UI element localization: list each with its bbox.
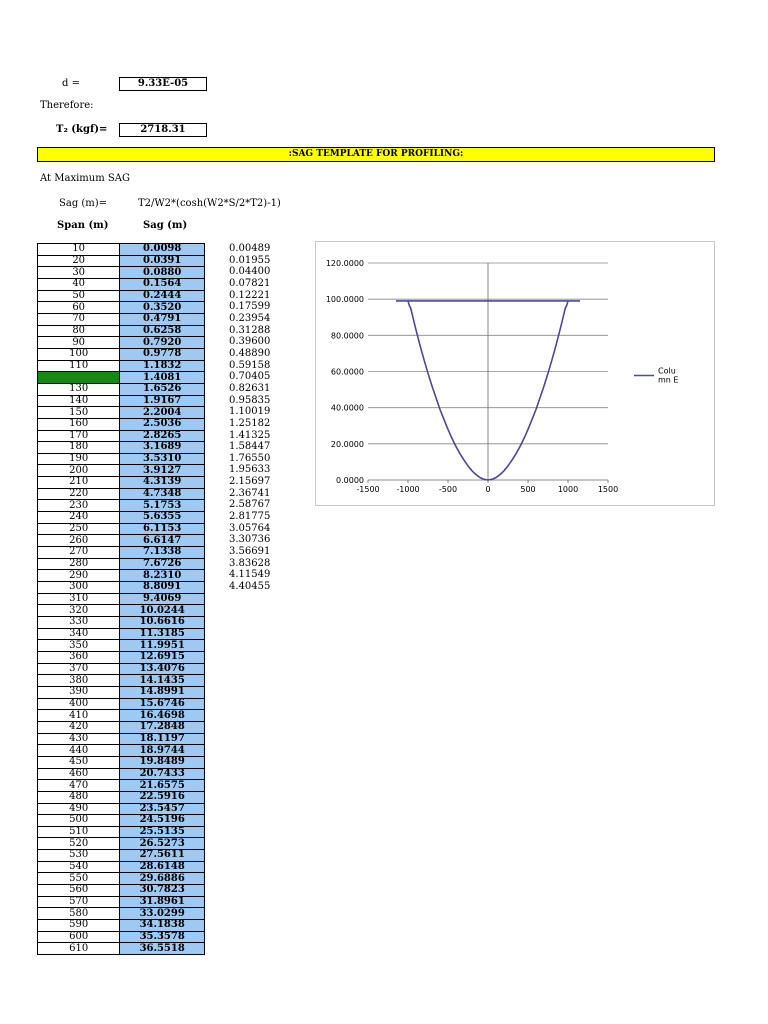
sag-cell[interactable]: 1.1832	[120, 360, 205, 372]
table-row	[38, 302, 205, 314]
span-cell[interactable]: 30	[38, 267, 120, 279]
table-row	[38, 745, 205, 757]
y-tick-label: 100.0000	[325, 295, 364, 305]
sag-cell[interactable]: 29.6886	[120, 873, 205, 885]
span-cell[interactable]: 260	[38, 535, 120, 547]
table-row	[38, 943, 205, 955]
sag-cell[interactable]: 8.8091	[120, 582, 205, 594]
half-sag-cell[interactable]: 3.30736	[229, 534, 271, 546]
table-row	[38, 815, 205, 827]
sag-cell[interactable]: 18.1197	[120, 733, 205, 745]
sag-cell[interactable]: 0.3520	[120, 302, 205, 314]
half-sag-cell[interactable]: 0.23954	[229, 312, 271, 324]
sag-cell[interactable]: 7.1338	[120, 547, 205, 559]
sag-cell[interactable]: 6.1153	[120, 523, 205, 535]
sag-cell[interactable]: 24.5196	[120, 815, 205, 827]
span-cell[interactable]: 400	[38, 698, 120, 710]
sag-cell[interactable]: 5.1753	[120, 500, 205, 512]
span-cell[interactable]: 250	[38, 523, 120, 535]
span-cell[interactable]: 520	[38, 838, 120, 850]
sag-cell[interactable]: 2.8265	[120, 430, 205, 442]
span-cell[interactable]: 610	[38, 943, 120, 955]
sag-cell[interactable]: 6.6147	[120, 535, 205, 547]
table-row	[38, 430, 205, 442]
span-cell[interactable]: 200	[38, 465, 120, 477]
sag-cell[interactable]: 15.6746	[120, 698, 205, 710]
span-cell[interactable]: 280	[38, 558, 120, 570]
x-tick-label: 0	[485, 485, 491, 494]
sag-cell[interactable]: 14.8991	[120, 686, 205, 698]
sag-cell[interactable]: 2.2004	[120, 407, 205, 419]
sag-formula: T2/W2*(cosh(W2*S/2*T2)-1)	[138, 198, 281, 209]
span-cell[interactable]: 150	[38, 407, 120, 419]
span-cell[interactable]: 410	[38, 710, 120, 722]
table-row	[38, 698, 205, 710]
sag-cell[interactable]: 14.1435	[120, 675, 205, 687]
table-row	[38, 733, 205, 745]
span-cell[interactable]: 310	[38, 593, 120, 605]
sag-cell[interactable]: 30.7823	[120, 885, 205, 897]
sag-cell[interactable]: 4.3139	[120, 477, 205, 489]
span-cell[interactable]: 50	[38, 290, 120, 302]
table-row	[38, 465, 205, 477]
span-cell[interactable]: 300	[38, 582, 120, 594]
span-cell[interactable]: 460	[38, 768, 120, 780]
table-row	[38, 337, 205, 349]
span-cell[interactable]: 370	[38, 663, 120, 675]
table-row	[38, 477, 205, 489]
sag-cell[interactable]: 1.9167	[120, 395, 205, 407]
legend-label: Colu	[658, 366, 676, 376]
table-row	[38, 418, 205, 430]
table-row	[38, 383, 205, 395]
half-sag-cell[interactable]: 0.00489	[229, 243, 271, 254]
span-cell[interactable]: 40	[38, 278, 120, 290]
half-sag-cell[interactable]: 0.04400	[229, 266, 271, 278]
sag-cell[interactable]: 3.9127	[120, 465, 205, 477]
span-cell[interactable]: 10	[38, 244, 120, 256]
sag-cell[interactable]: 8.2310	[120, 570, 205, 582]
span-cell[interactable]: 70	[38, 313, 120, 325]
half-sag-cell[interactable]: 0.12221	[229, 289, 271, 301]
span-cell[interactable]: 540	[38, 861, 120, 873]
table-row	[38, 885, 205, 897]
span-cell[interactable]: 470	[38, 780, 120, 792]
sag-cell[interactable]: 3.1689	[120, 442, 205, 454]
half-sag-cell[interactable]: 0.01955	[229, 254, 271, 266]
table-row	[38, 582, 205, 594]
table-row	[38, 244, 205, 256]
sag-cell[interactable]: 0.6258	[120, 325, 205, 337]
span-cell[interactable]: 580	[38, 908, 120, 920]
table-row	[38, 675, 205, 687]
x-tick-label: -1500	[356, 485, 380, 494]
span-cell[interactable]: 600	[38, 931, 120, 943]
sag-cell[interactable]: 5.6355	[120, 512, 205, 524]
sag-cell[interactable]: 7.6726	[120, 558, 205, 570]
x-tick-label: 1000	[557, 485, 579, 494]
table-row	[38, 535, 205, 547]
sag-cell[interactable]: 1.6526	[120, 383, 205, 395]
span-cell[interactable]: 480	[38, 791, 120, 803]
sag-cell[interactable]: 0.1564	[120, 278, 205, 290]
table-row	[38, 290, 205, 302]
table-row	[38, 756, 205, 768]
table-row	[38, 558, 205, 570]
half-sag-cell[interactable]: 1.41325	[229, 429, 271, 441]
half-sag-cell[interactable]: 0.39600	[229, 336, 271, 348]
d-value-cell[interactable]: 9.33E-05	[119, 77, 207, 91]
span-cell[interactable]: 590	[38, 920, 120, 932]
table-row	[38, 547, 205, 559]
half-sag-cell[interactable]: 2.36741	[229, 487, 271, 499]
table-row	[38, 523, 205, 535]
t2-label: T₂ (kgf)=	[56, 124, 108, 135]
span-cell[interactable]: 230	[38, 500, 120, 512]
y-tick-label: 60.0000	[330, 367, 364, 377]
table-row	[38, 372, 205, 384]
half-sag-cell[interactable]: 0.17599	[229, 301, 271, 313]
sag-cell[interactable]: 0.0880	[120, 267, 205, 279]
half-sag-cell[interactable]: 1.10019	[229, 406, 271, 418]
half-sag-cell[interactable]: 1.58447	[229, 441, 271, 453]
span-cell[interactable]: 210	[38, 477, 120, 489]
span-cell[interactable]: 320	[38, 605, 120, 617]
sag-cell[interactable]: 34.1838	[120, 920, 205, 932]
span-cell[interactable]: 180	[38, 442, 120, 454]
span-cell[interactable]: 220	[38, 488, 120, 500]
half-sag-cell[interactable]: 0.48890	[229, 347, 271, 359]
span-cell[interactable]: 340	[38, 628, 120, 640]
table-row	[38, 267, 205, 279]
sag-cell[interactable]: 28.6148	[120, 861, 205, 873]
sag-cell[interactable]: 36.5518	[120, 943, 205, 955]
span-cell[interactable]: 170	[38, 430, 120, 442]
span-cell[interactable]: 500	[38, 815, 120, 827]
sag-cell[interactable]: 0.0098	[120, 244, 205, 256]
sag-cell[interactable]: 2.5036	[120, 418, 205, 430]
x-tick-label: -1000	[396, 485, 420, 494]
sag-cell[interactable]: 1.4081	[120, 372, 205, 384]
span-cell[interactable]: 360	[38, 651, 120, 663]
table-row	[38, 861, 205, 873]
sag-cell[interactable]: 0.0391	[120, 255, 205, 267]
sag-table	[37, 243, 205, 955]
sag-cell[interactable]: 26.5273	[120, 838, 205, 850]
half-sag-cell[interactable]: 2.15697	[229, 476, 271, 488]
half-sag-cell[interactable]: 2.81775	[229, 511, 271, 523]
x-tick-label: 500	[520, 485, 536, 494]
y-tick-label: 80.0000	[330, 331, 364, 341]
span-cell[interactable]: 130	[38, 383, 120, 395]
sag-cell[interactable]: 17.2848	[120, 721, 205, 733]
sag-cell[interactable]: 10.6616	[120, 617, 205, 629]
table-row	[38, 500, 205, 512]
y-tick-label: 120.0000	[325, 259, 364, 268]
table-row	[38, 931, 205, 943]
span-cell[interactable]: 80	[38, 325, 120, 337]
sag-cell[interactable]: 11.9951	[120, 640, 205, 652]
half-sag-cell[interactable]: 4.40455	[229, 581, 271, 593]
half-sag-cell[interactable]: 1.25182	[229, 417, 271, 429]
sag-cell[interactable]: 21.6575	[120, 780, 205, 792]
span-cell[interactable]: 290	[38, 570, 120, 582]
table-row	[38, 826, 205, 838]
span-cell[interactable]: 100	[38, 348, 120, 360]
table-row	[38, 651, 205, 663]
x-tick-label: 1500	[597, 485, 619, 494]
span-cell[interactable]: 380	[38, 675, 120, 687]
span-cell-selected[interactable]: 120	[38, 372, 120, 384]
table-row	[38, 803, 205, 815]
column-header-sag: Sag (m)	[143, 220, 188, 231]
therefore-label: Therefore:	[40, 100, 94, 111]
sag-cell[interactable]: 11.3185	[120, 628, 205, 640]
table-row	[38, 453, 205, 465]
sag-cell[interactable]: 31.8961	[120, 896, 205, 908]
table-row	[38, 442, 205, 454]
half-sag-cell[interactable]: 2.58767	[229, 499, 271, 511]
span-cell[interactable]: 530	[38, 850, 120, 862]
sag-cell[interactable]: 9.4069	[120, 593, 205, 605]
table-row	[38, 908, 205, 920]
table-row	[38, 850, 205, 862]
sag-cell[interactable]: 12.6915	[120, 651, 205, 663]
table-row	[38, 360, 205, 372]
table-row	[38, 570, 205, 582]
table-row	[38, 873, 205, 885]
half-sag-cell[interactable]: 0.70405	[229, 371, 271, 383]
span-cell[interactable]: 550	[38, 873, 120, 885]
sag-cell[interactable]: 16.4698	[120, 710, 205, 722]
half-sag-cell[interactable]: 4.11549	[229, 569, 271, 581]
span-cell[interactable]: 110	[38, 360, 120, 372]
y-tick-label: 0.0000	[336, 476, 364, 485]
sag-cell[interactable]: 33.0299	[120, 908, 205, 920]
half-sag-cell[interactable]: 0.95835	[229, 394, 271, 406]
table-row	[38, 710, 205, 722]
table-row	[38, 838, 205, 850]
half-sag-cell[interactable]: 0.82631	[229, 382, 271, 394]
x-tick-label: -500	[438, 485, 458, 494]
half-sag-cell[interactable]: 0.07821	[229, 277, 271, 289]
span-cell[interactable]: 450	[38, 756, 120, 768]
span-cell[interactable]: 490	[38, 803, 120, 815]
span-cell[interactable]: 60	[38, 302, 120, 314]
table-row	[38, 313, 205, 325]
half-sag-cell[interactable]: 0.31288	[229, 324, 271, 336]
table-row	[38, 278, 205, 290]
table-row	[38, 488, 205, 500]
span-cell[interactable]: 560	[38, 885, 120, 897]
half-sag-cell[interactable]: 1.95633	[229, 464, 271, 476]
table-row	[38, 791, 205, 803]
span-cell[interactable]: 330	[38, 617, 120, 629]
span-cell[interactable]: 270	[38, 547, 120, 559]
span-cell[interactable]: 90	[38, 337, 120, 349]
table-row	[38, 628, 205, 640]
half-sag-cell[interactable]: 1.76550	[229, 452, 271, 464]
sag-cell[interactable]: 0.2444	[120, 290, 205, 302]
sag-cell[interactable]: 10.0244	[120, 605, 205, 617]
sag-cell[interactable]: 27.5611	[120, 850, 205, 862]
table-row	[38, 780, 205, 792]
legend-label: mn E	[658, 375, 679, 385]
t2-value-cell[interactable]: 2718.31	[119, 123, 207, 137]
column-header-span: Span (m)	[57, 220, 109, 231]
table-row	[38, 325, 205, 337]
table-row	[38, 605, 205, 617]
span-cell[interactable]: 440	[38, 745, 120, 757]
span-cell[interactable]: 20	[38, 255, 120, 267]
d-label: d =	[62, 78, 80, 89]
span-cell[interactable]: 420	[38, 721, 120, 733]
sag-cell[interactable]: 23.5457	[120, 803, 205, 815]
span-cell[interactable]: 350	[38, 640, 120, 652]
span-cell[interactable]: 140	[38, 395, 120, 407]
table-row	[38, 512, 205, 524]
sag-cell[interactable]: 0.7920	[120, 337, 205, 349]
span-cell[interactable]: 240	[38, 512, 120, 524]
span-cell[interactable]: 570	[38, 896, 120, 908]
half-sag-column	[229, 243, 289, 593]
table-row	[38, 593, 205, 605]
half-sag-cell[interactable]: 3.05764	[229, 522, 271, 534]
sag-cell[interactable]: 18.9744	[120, 745, 205, 757]
y-tick-label: 20.0000	[330, 439, 364, 449]
table-row	[38, 407, 205, 419]
table-row	[38, 255, 205, 267]
sag-cell[interactable]: 25.5135	[120, 826, 205, 838]
sag-cell[interactable]: 0.9778	[120, 348, 205, 360]
table-row	[38, 721, 205, 733]
span-cell[interactable]: 160	[38, 418, 120, 430]
table-row	[38, 617, 205, 629]
sag-cell[interactable]: 35.3578	[120, 931, 205, 943]
table-row	[38, 663, 205, 675]
span-cell[interactable]: 510	[38, 826, 120, 838]
y-tick-label: 40.0000	[330, 403, 364, 413]
sag-cell[interactable]: 3.5310	[120, 453, 205, 465]
table-row	[38, 896, 205, 908]
sag-cell[interactable]: 13.4076	[120, 663, 205, 675]
half-sag-cell[interactable]: 3.83628	[229, 557, 271, 569]
sag-cell[interactable]: 19.8489	[120, 756, 205, 768]
table-row	[38, 686, 205, 698]
half-sag-cell[interactable]: 0.59158	[229, 359, 271, 371]
span-cell[interactable]: 430	[38, 733, 120, 745]
sag-profile-chart[interactable]	[315, 241, 715, 506]
sag-formula-label: Sag (m)=	[59, 198, 108, 209]
table-row	[38, 395, 205, 407]
span-cell[interactable]: 190	[38, 453, 120, 465]
table-row	[38, 640, 205, 652]
table-row	[38, 348, 205, 360]
sag-cell[interactable]: 4.7348	[120, 488, 205, 500]
sag-cell[interactable]: 20.7433	[120, 768, 205, 780]
sag-cell[interactable]: 0.4791	[120, 313, 205, 325]
chart-svg	[316, 242, 714, 505]
table-row	[38, 768, 205, 780]
half-sag-cell[interactable]: 3.56691	[229, 546, 271, 558]
sag-cell[interactable]: 22.5916	[120, 791, 205, 803]
table-row	[38, 920, 205, 932]
sag-template-banner: :SAG TEMPLATE FOR PROFILING:	[37, 147, 715, 162]
span-cell[interactable]: 390	[38, 686, 120, 698]
at-max-sag-label: At Maximum SAG	[40, 173, 130, 184]
